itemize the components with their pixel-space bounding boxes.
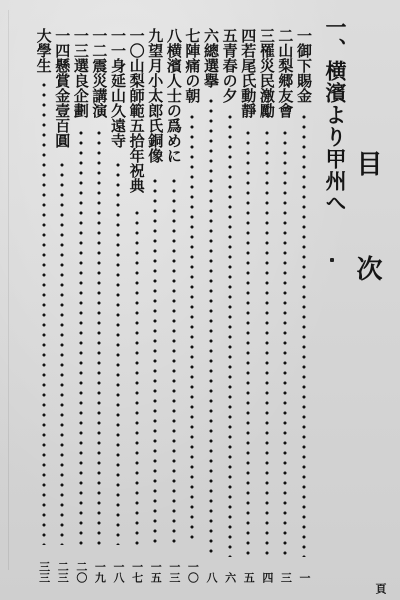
- toc-entry-label: 一御下賜金: [295, 28, 313, 103]
- leader-dots: [134, 208, 140, 545]
- toc-entry-page: 二〇: [74, 561, 88, 583]
- toc-entry-page: 一五: [149, 561, 163, 583]
- toc-entry-label: 三罹災民激勵: [257, 28, 276, 118]
- leader-dots: [227, 112, 233, 557]
- leader-dots: [264, 128, 270, 557]
- toc-entries: [36, 28, 316, 590]
- toc-entry-label: 一四懸賞金壹百圓: [53, 28, 72, 148]
- toc-entry-label: 五青春の夕: [220, 28, 239, 103]
- leader-dots: [245, 128, 251, 557]
- leader-dots: [115, 160, 121, 545]
- toc-entry-label: 一二震災講演: [90, 28, 109, 118]
- leader-dots: [189, 112, 195, 545]
- toc-entry-page: 一八: [112, 561, 125, 583]
- toc-entry-page: 六: [223, 572, 237, 583]
- toc-entry-label: 一〇山梨師範五拾年祝典: [127, 28, 146, 193]
- toc-entry-label: 九望月小太郎氏銅像: [146, 28, 165, 163]
- leader-dots: [41, 80, 47, 545]
- leader-dots: [301, 112, 307, 557]
- leader-dots: [96, 128, 102, 545]
- toc-entry-page: 一: [298, 572, 311, 583]
- toc-entry-page: 一七: [130, 561, 144, 583]
- toc-title-second: [349, 255, 386, 281]
- toc-title-char-1: 目: [352, 150, 382, 176]
- page-column-label: 頁: [374, 583, 387, 594]
- toc-entry-label: 七陣痛の朝: [183, 28, 202, 103]
- toc-entry-page: 八: [205, 572, 218, 583]
- toc-entry-page: 一三: [167, 561, 181, 583]
- toc-entry-page: 三三: [37, 561, 51, 583]
- toc-entry-label: 六總選擧: [202, 28, 220, 88]
- toc-entry-page: 五: [242, 572, 256, 583]
- leader-dots: [78, 128, 84, 545]
- toc-entry-label: 一一身延山久遠寺: [109, 28, 127, 148]
- toc-entry-page: 一〇: [186, 561, 200, 583]
- toc-entry-label: 八横濱人士の爲めに: [164, 28, 183, 163]
- toc-entry-page: 二三: [56, 561, 70, 583]
- toc-entry-label: 四若尾氏動靜: [239, 28, 258, 118]
- toc-entry-page: 一九: [93, 561, 107, 583]
- toc-entry-page: 四: [260, 572, 274, 583]
- toc-entry-page: 三: [279, 572, 293, 583]
- leader-dots: [171, 176, 177, 545]
- leader-dots: [152, 176, 158, 545]
- chapter-heading: 一、横濱より甲州へ: [323, 16, 348, 214]
- toc-title-char-2: 次: [352, 255, 382, 281]
- leader-dots: [282, 128, 288, 557]
- toc-entry-label: 大學生: [34, 28, 53, 73]
- toc-title: [349, 150, 386, 176]
- leader-dots: [59, 160, 65, 545]
- leader-dots: [208, 96, 214, 557]
- toc-entry-label: 二山梨郷友會: [276, 28, 295, 118]
- ink-mark: [330, 258, 334, 262]
- toc-entry[interactable]: [32, 28, 56, 583]
- toc-entry-label: 一三選良企劃: [71, 28, 90, 118]
